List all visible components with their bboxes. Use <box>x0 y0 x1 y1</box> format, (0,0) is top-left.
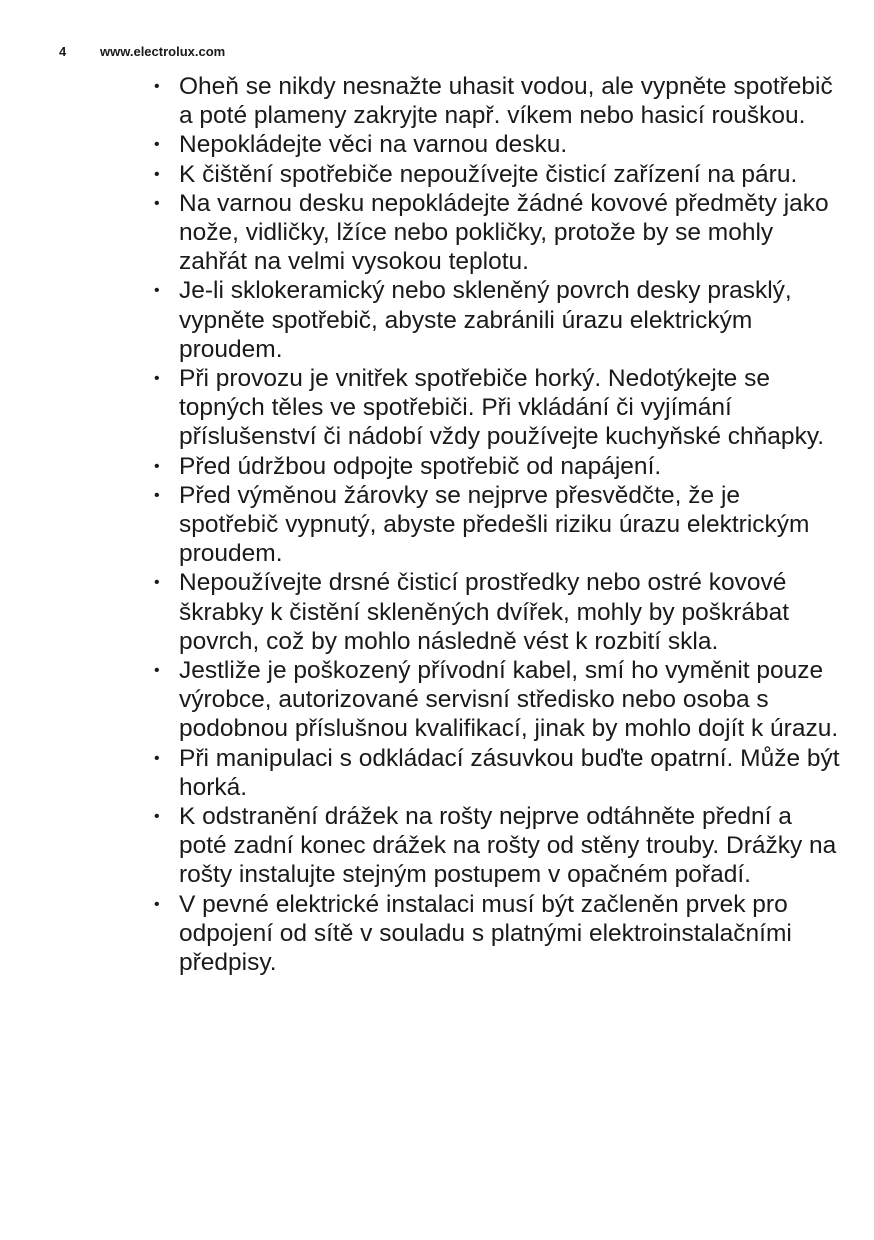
bullet-icon: • <box>154 895 160 913</box>
bullet-icon: • <box>154 282 160 300</box>
document-body <box>152 72 842 977</box>
list-item-text: Při provozu je vnitřek spotřebiče horký. Nedotýkejte se topných těles ve spotřebiči. Při vkládání či vyjímání příslušenství či nádobí vždy používejte kuchyňské chňapky. <box>179 365 825 451</box>
list-item <box>152 130 842 159</box>
bullet-icon: • <box>154 662 160 680</box>
list-item-text: Při manipulaci s odkládací zásuvkou buďte opatrní. Může být horká. <box>179 744 840 801</box>
list-item <box>152 802 842 890</box>
list-item <box>152 364 842 452</box>
list-item-text: Oheň se nikdy nesnažte uhasit vodou, ale vypněte spotřebič a poté plameny zakryjte např. víkem nebo hasicí rouškou. <box>179 73 833 130</box>
list-item <box>152 452 842 481</box>
bullet-icon: • <box>154 136 160 154</box>
list-item <box>152 481 842 569</box>
bullet-icon: • <box>154 486 160 504</box>
list-item <box>152 276 842 364</box>
list-item-text: V pevné elektrické instalaci musí být začleněn prvek pro odpojení od sítě v souladu s platnými elektroinstalačními předpisy. <box>179 890 792 977</box>
safety-bullet-list <box>152 72 842 977</box>
page-number: 4 <box>59 44 67 59</box>
bullet-icon: • <box>154 457 160 475</box>
list-item-text: Je-li sklokeramický nebo skleněný povrch desky prasklý, vypněte spotřebič, abyste zabránili úrazu elektrickým proudem. <box>179 277 792 363</box>
list-item <box>152 656 842 744</box>
list-item <box>152 160 842 189</box>
bullet-icon: • <box>154 574 160 592</box>
bullet-icon: • <box>154 370 160 388</box>
list-item-text: Na varnou desku nepokládejte žádné kovové předměty jako nože, vidličky, lžíce nebo pokličky, protože by se mohly zahřát na velmi vysokou teplotu. <box>179 189 829 276</box>
bullet-icon: • <box>154 808 160 826</box>
bullet-icon: • <box>154 165 160 183</box>
website-url: www.electrolux.com <box>100 44 226 59</box>
list-item-text: Jestliže je poškozený přívodní kabel, smí ho vyměnit pouze výrobce, autorizované servisní středisko nebo osoba s podobnou příslušnou kvalifikací, jinak by mohlo dojít k úrazu. <box>179 657 839 743</box>
list-item-text: Nepokládejte věci na varnou desku. <box>179 131 568 159</box>
list-item-text: Před údržbou odpojte spotřebič od napájení. <box>179 452 662 480</box>
list-item-text: Nepoužívejte drsné čisticí prostředky nebo ostré kovové škrabky k čistění skleněných dvířek, mohly by poškrábat povrch, což by mohlo následně vést k rozbití skla. <box>179 569 790 655</box>
bullet-icon: • <box>154 194 160 212</box>
list-item-text: Před výměnou žárovky se nejprve přesvědčte, že je spotřebič vypnutý, abyste předešli riziku úrazu elektrickým proudem. <box>179 481 810 568</box>
bullet-icon: • <box>154 78 160 95</box>
list-item <box>152 189 842 277</box>
bullet-icon: • <box>154 749 160 767</box>
list-item-text: K čištění spotřebiče nepoužívejte čisticí zařízení na páru. <box>179 160 798 188</box>
list-item <box>152 72 842 130</box>
list-item-text: K odstranění drážek na rošty nejprve odtáhněte přední a poté zadní konec drážek na rošty od stěny trouby. Drážky na rošty instalujte stejným postupem v opačném pořadí. <box>179 803 837 889</box>
page-header <box>59 44 225 59</box>
list-item <box>152 744 842 802</box>
list-item <box>152 568 842 656</box>
list-item <box>152 890 842 978</box>
